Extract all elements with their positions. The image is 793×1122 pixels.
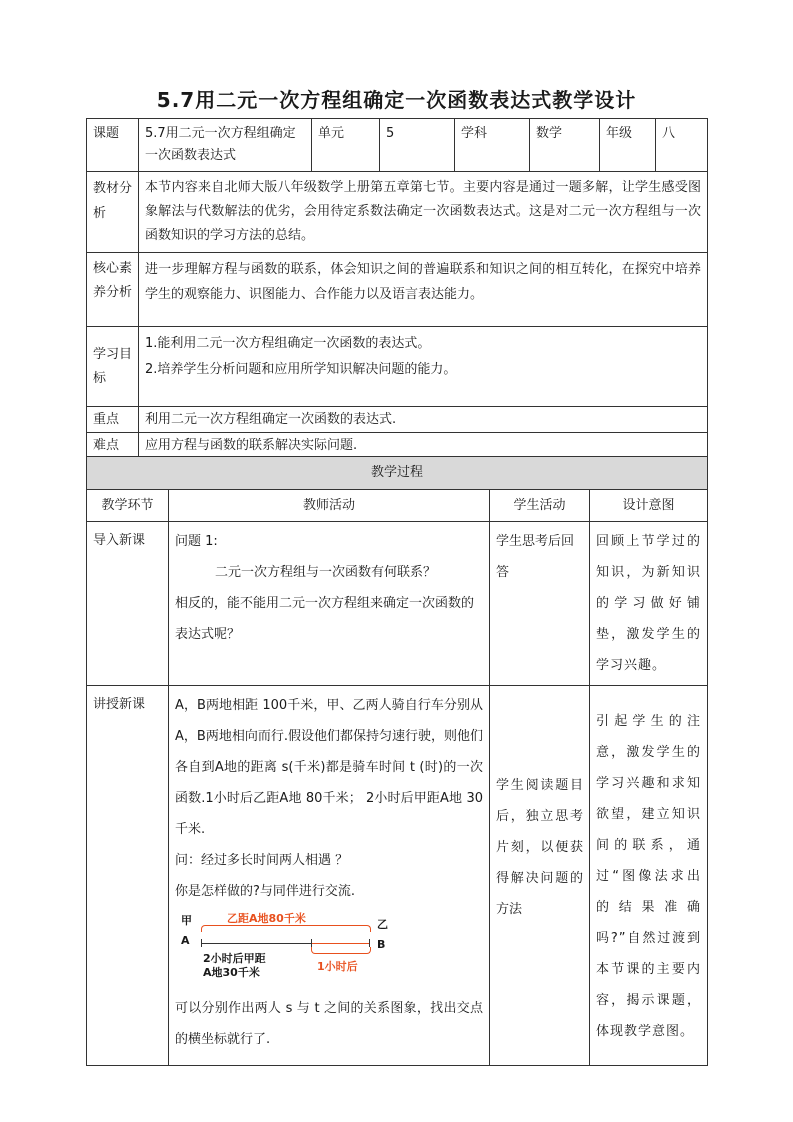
col-header-stage: 教学环节 <box>87 490 169 522</box>
col-header-intent: 设计意图 <box>590 490 708 522</box>
top-brace <box>201 925 371 932</box>
grade-value: 八 <box>656 119 708 172</box>
problem-question: 问：经过多长时间两人相遇 ？ <box>175 853 349 868</box>
diagram-a-label: A <box>181 934 190 947</box>
diagram-top-label: 乙距A地80千米 <box>227 912 306 925</box>
course-value: 5.7用二元一次方程组确定一次函数表达式 <box>139 119 312 172</box>
goal-item-1: 1.能利用二元一次方程组确定一次函数的表达式。 <box>145 336 431 351</box>
design-intent-new: 引起学生的注意，激发学生的学习兴趣和求知欲望，建立知识间的联系，通过“图像法求出的结果准确吗?”自然过渡到本节课的主要内容，揭示课题，体现教学意图。 <box>590 686 708 1066</box>
question-follow: 相反的，能不能用二元一次方程组来确定一次函数的表达式呢？ <box>175 596 475 642</box>
core-text: 进一步理解方程与函数的联系，体会知识之间的普遍联系和知识之间的相互转化，在探究中培养学生的观察能力、识图能力、合作能力以及语言表达能力。 <box>139 253 708 327</box>
diagram-right-label: 1小时后 <box>317 960 358 973</box>
diagram-left-label-1: 2小时后甲距 <box>203 952 266 965</box>
material-label: 教材分析 <box>87 172 139 253</box>
course-label: 课题 <box>87 119 139 172</box>
process-table <box>86 456 708 1066</box>
segment-a-to-mid <box>201 943 311 944</box>
question-text: 二元一次方程组与一次函数有何联系？ <box>215 565 437 580</box>
unit-label: 单元 <box>312 119 380 172</box>
goal-item-2: 2.培养学生分析问题和应用所学知识解决问题的能力。 <box>145 362 457 377</box>
tick-a <box>201 939 202 947</box>
unit-value: 5 <box>380 119 455 172</box>
tick-b <box>369 939 370 947</box>
key-text: 利用二元一次方程组确定一次函数的表达式. <box>139 407 708 433</box>
subject-label: 学科 <box>455 119 530 172</box>
student-activity-intro: 学生思考后回答 <box>490 522 590 686</box>
key-label: 重点 <box>87 407 139 433</box>
student-activity-new: 学生阅读题目后，独立思考片刻，以便获得解决问题的方法 <box>490 686 590 1066</box>
subject-value: 数学 <box>530 119 600 172</box>
tick-mid <box>311 939 312 947</box>
col-header-teacher: 教师活动 <box>169 490 490 522</box>
distance-diagram <box>181 913 401 989</box>
page-title: 5.7用二元一次方程组确定一次函数表达式教学设计 <box>156 88 637 112</box>
process-header: 教学过程 <box>87 457 708 490</box>
stage-intro: 导入新课 <box>87 522 169 686</box>
stage-new-lesson: 讲授新课 <box>87 686 169 1066</box>
core-label: 核心素养分析 <box>87 253 139 327</box>
material-text: 本节内容来自北师大版八年级数学上册第五章第七节。主要内容是通过一题多解，让学生感受图象解法与代数解法的优劣，会用待定系数法确定一次函数表达式。这是对二元一次方程组与一次函数知识的学习方法的总结。 <box>139 172 708 253</box>
diagram-b-label: B <box>377 938 386 951</box>
diagram-yi-label: 乙 <box>377 918 388 931</box>
diagram-left-label-2: A地30千米 <box>203 966 260 979</box>
conclusion-text: 可以分别作出两人 s 与 t 之间的关系图象，找出交点的横坐标就行了. <box>175 1001 483 1047</box>
diagram-jia-label: 甲 <box>181 914 192 927</box>
difficulty-label: 难点 <box>87 433 139 460</box>
goal-label: 学习目标 <box>87 327 139 407</box>
design-intent-intro: 回顾上节学过的知识，为新知识的学习做好铺垫，激发学生的学习兴趣。 <box>590 522 708 686</box>
question-label: 问题 1: <box>175 534 218 549</box>
problem-text: A，B两地相距 100千米，甲、乙两人骑自行车分别从 A，B两地相向而行.假设他们都保持匀速行驶，则他们各自到A地的距离 s(千米)都是骑车时间 t (时)的一次函数.1小时后乙距A地 80千米； 2小时后甲距A地 30千米. <box>175 698 483 837</box>
grade-label: 年级 <box>600 119 656 172</box>
info-table <box>86 118 708 460</box>
col-header-student: 学生活动 <box>490 490 590 522</box>
difficulty-text: 应用方程与函数的联系解决实际问题. <box>139 433 708 460</box>
problem-discuss: 你是怎样做的?与同伴进行交流. <box>175 884 356 899</box>
bottom-brace <box>311 947 371 954</box>
segment-mid-to-b <box>311 943 369 944</box>
